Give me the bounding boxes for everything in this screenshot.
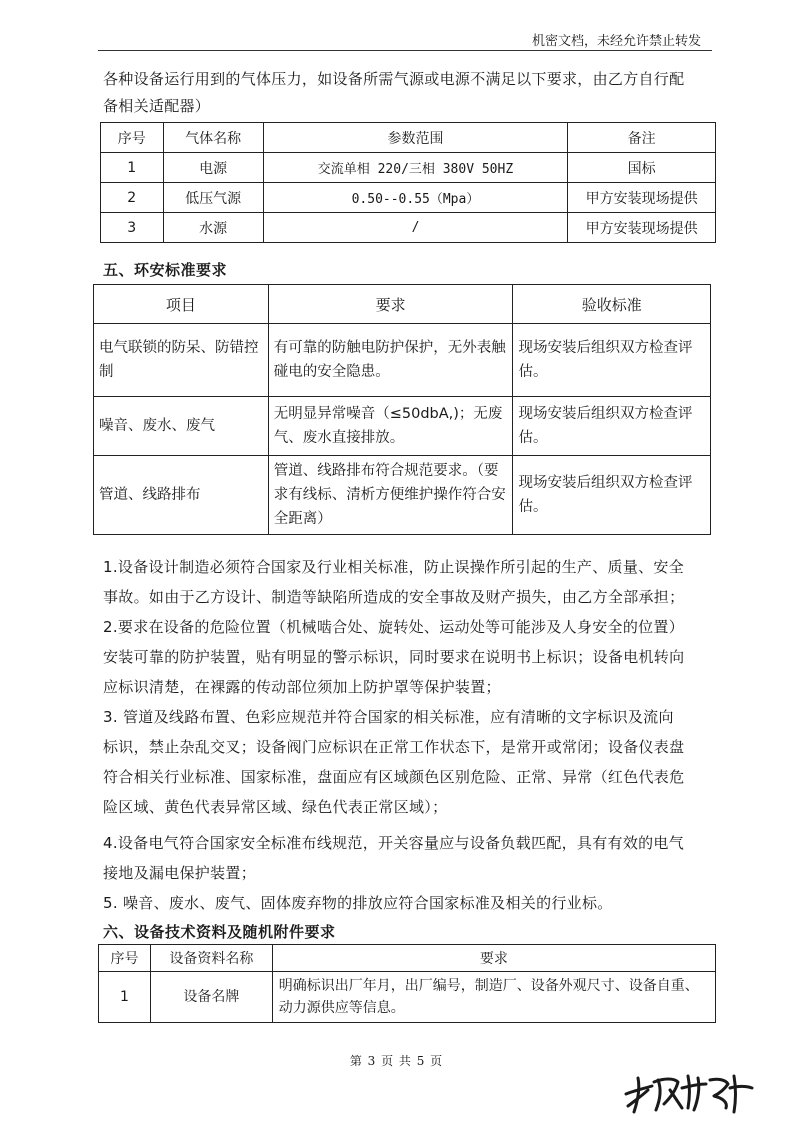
header-divider bbox=[98, 50, 712, 51]
section-6-title: 六、设备技术资料及随机附件要求 bbox=[103, 923, 336, 941]
header-cell-name: 设备资料名称 bbox=[150, 945, 272, 972]
table-row bbox=[101, 213, 716, 243]
cell-name: 水源 bbox=[163, 213, 263, 243]
cell-range: 交流单相 220/三相 380V 50HZ bbox=[263, 153, 568, 183]
table-row bbox=[101, 183, 716, 213]
cell-range: / bbox=[263, 213, 568, 243]
header-cell-range: 参数范围 bbox=[263, 123, 568, 153]
table-row bbox=[94, 324, 711, 397]
gas-parameter-table bbox=[100, 122, 716, 243]
cell-name: 电源 bbox=[163, 153, 263, 183]
table-row bbox=[101, 153, 716, 183]
cell-acceptance: 现场安装后组织双方检查评估。 bbox=[513, 456, 711, 535]
header-cell-requirement: 要求 bbox=[272, 945, 715, 972]
cell-no: 1 bbox=[101, 153, 164, 183]
cell-no: 1 bbox=[99, 972, 151, 1023]
cell-no: 3 bbox=[101, 213, 164, 243]
cell-acceptance: 现场安装后组织双方检查评估。 bbox=[513, 397, 711, 456]
intro-line-1: 各种设备运行用到的气体压力，如设备所需气源或电源不满足以下要求，由乙方自行配 bbox=[103, 70, 685, 88]
cell-item: 噪音、废水、废气 bbox=[94, 397, 269, 456]
cell-requirement: 明确标识出厂年月，出厂编号，制造厂、设备外观尺寸、设备自重、动力源供应等信息。 bbox=[272, 972, 715, 1023]
item-1-line-2: 事故。如由于乙方设计、制造等缺陷所造成的安全事故及财产损失，由乙方全部承担； bbox=[103, 588, 685, 606]
item-2-line-3: 应标识清楚，在裸露的传动部位须加上防护罩等保护装置； bbox=[103, 678, 501, 696]
header-cell-requirement: 要求 bbox=[268, 285, 513, 324]
cell-name: 设备名牌 bbox=[150, 972, 272, 1023]
header-cell-no: 序号 bbox=[99, 945, 151, 972]
intro-line-2: 备相关适配器） bbox=[103, 97, 211, 115]
table-header-row bbox=[94, 285, 711, 324]
cell-item: 电气联锁的防呆、防错控制 bbox=[94, 324, 269, 397]
page-number: 第 3 页 共 5 页 bbox=[349, 1054, 444, 1068]
cell-name: 低压气源 bbox=[163, 183, 263, 213]
cell-requirement: 有可靠的防触电防护保护，无外表触碰电的安全隐患。 bbox=[268, 324, 513, 397]
cell-note: 甲方安装现场提供 bbox=[568, 183, 716, 213]
cell-range: 0.50--0.55（Mpa） bbox=[263, 183, 568, 213]
header-cell-acceptance: 验收标准 bbox=[513, 285, 711, 324]
header-cell-note: 备注 bbox=[568, 123, 716, 153]
item-3-line-2: 标识，禁止杂乱交叉；设备阀门应标识在正常工作状态下，是常开或常闭；设备仪表盘 bbox=[103, 738, 685, 756]
env-standard-table bbox=[93, 284, 711, 535]
table-row bbox=[99, 972, 716, 1023]
item-5-line-1: 5. 噪音、废水、废气、固体废弃物的排放应符合国家标准及相关的行业标。 bbox=[103, 894, 613, 912]
table-header-row bbox=[99, 945, 716, 972]
cell-note: 国标 bbox=[568, 153, 716, 183]
item-4-line-2: 接地及漏电保护装置； bbox=[103, 864, 257, 882]
item-1-line-1: 1.设备设计制造必须符合国家及行业相关标准，防止误操作所引起的生产、质量、安全 bbox=[103, 558, 685, 576]
cell-acceptance: 现场安装后组织双方检查评估。 bbox=[513, 324, 711, 397]
table-row bbox=[94, 397, 711, 456]
cell-requirement: 无明显异常噪音（≤50dbA,)；无废气、废水直接排放。 bbox=[268, 397, 513, 456]
item-3-line-3: 符合相关行业标准、国家标准，盘面应有区域颜色区别危险、正常、异常（红色代表危 bbox=[103, 768, 685, 786]
header-cell-name: 气体名称 bbox=[163, 123, 263, 153]
item-2-line-2: 安装可靠的防护装置，贴有明显的警示标识，同时要求在说明书上标识；设备电机转向 bbox=[103, 648, 685, 666]
table-header-row bbox=[101, 123, 716, 153]
header-cell-no: 序号 bbox=[101, 123, 164, 153]
item-3-line-1: 3. 管道及线路布置、色彩应规范并符合国家的相关标准，应有清晰的文字标识及流向 bbox=[103, 708, 674, 726]
cell-requirement: 管道、线路排布符合规范要求。（要求有线标、清析方便维护操作符合安全距离） bbox=[268, 456, 513, 535]
item-4-line-1: 4.设备电气符合国家安全标准布线规范，开关容量应与设备负载匹配，具有有效的电气 bbox=[103, 834, 685, 852]
cell-no: 2 bbox=[101, 183, 164, 213]
table-row bbox=[94, 456, 711, 535]
confidential-notice: 机密文档，未经允许禁止转发 bbox=[531, 34, 701, 49]
section-5-title: 五、环安标准要求 bbox=[103, 261, 228, 279]
cell-item: 管道、线路排布 bbox=[94, 456, 269, 535]
item-2-line-1: 2.要求在设备的危险位置（机械啮合处、旋转处、运动处等可能涉及人身安全的位置） bbox=[103, 618, 685, 636]
handwritten-signature bbox=[618, 1060, 768, 1116]
item-3-line-4: 险区域、黄色代表异常区域、绿色代表正常区域）； bbox=[103, 798, 448, 816]
cell-note: 甲方安装现场提供 bbox=[568, 213, 716, 243]
header-cell-item: 项目 bbox=[94, 285, 269, 324]
tech-docs-table bbox=[98, 944, 716, 1023]
